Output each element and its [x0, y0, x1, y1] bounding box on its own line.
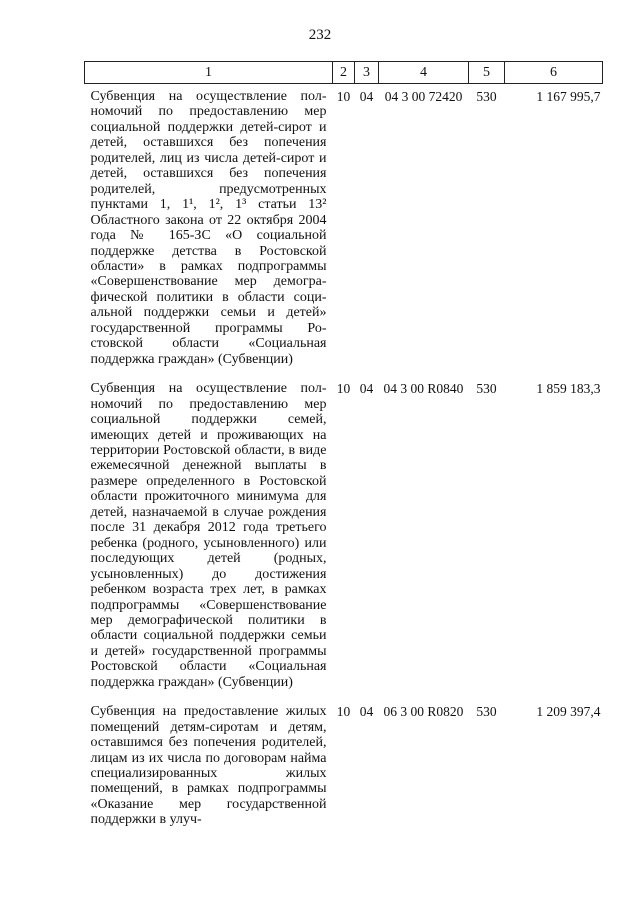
- row-amount: 1 209 397,4: [536, 704, 601, 720]
- column-header-5: 5: [469, 62, 505, 84]
- row-amount: 1 859 183,3: [536, 381, 601, 397]
- row-expense-type-code: 530: [476, 89, 497, 104]
- column-header-6: 6: [505, 62, 603, 84]
- row-section-code: 10: [336, 704, 351, 720]
- row-amount: 1 167 995,7: [536, 89, 601, 104]
- row-description: Субвенция на предоставление жилых помещений детям-сиротам и детям, оставшимся без попечения родителей, лицам из их числа по договорам найма специализированных жилых помещений, в рамках подпрограммы «Оказание мер государственной поддержки в улуч-: [90, 704, 327, 828]
- row-target-article-code: 06 3 00 R0820: [383, 704, 464, 720]
- row-subsection-code: 04: [359, 704, 374, 720]
- row-description: Субвенция на осуществление полномочий по предоставлению мер социальной поддержки детей-сирот и детей, оставшихся без попечения родителей, лиц из числа детей-сирот и детей, оставшихся без попечения родителей, предусмотренных пунктами 1, 1¹, 1², 1³ статьи 13² Областного закона от 22 октября 2004 года № 165-ЗС «О социальной поддержке детства в Ростовской области» в рамках подпрограммы «Совершенствование мер демографической политики в области социальной поддержки семьи и детей» государственной программы Ростовской области «Социальная поддержка граждан» (Субвенции): [90, 89, 327, 367]
- row-expense-type-code: 530: [476, 704, 497, 720]
- table-row: [85, 84, 603, 377]
- table-header-row: [85, 62, 603, 84]
- budget-table: [84, 61, 603, 837]
- table-row: [85, 699, 603, 837]
- column-header-3: 3: [355, 62, 379, 84]
- table-row: [85, 376, 603, 699]
- row-target-article-code: 04 3 00 R0840: [383, 381, 464, 397]
- row-section-code: 10: [336, 89, 351, 104]
- row-subsection-code: 04: [359, 89, 374, 104]
- row-subsection-code: 04: [359, 381, 374, 397]
- row-expense-type-code: 530: [476, 381, 497, 397]
- column-header-1: 1: [85, 62, 333, 84]
- row-description: Субвенция на осуществление полномочий по предоставлению мер социальной поддержки семей, имеющих детей и проживающих на территории Ростовской области, в виде ежемесячной денежной выплаты в размере определенного в Ростовской области прожиточного минимума для детей, назначаемой в случае рождения после 31 декабря 2012 года третьего ребенка (родного, усыновленного) или последующих детей (родных, усыновленных) до достижения ребенком возраста трех лет, в рамках подпрограммы «Совершенствование мер демографической политики в области социальной поддержки семьи и детей» государственной программы Ростовской области «Социальная поддержка граждан» (Субвенции): [90, 381, 327, 690]
- row-target-article-code: 04 3 00 72420: [384, 89, 463, 104]
- column-header-4: 4: [379, 62, 469, 84]
- row-section-code: 10: [336, 381, 351, 397]
- column-header-2: 2: [333, 62, 355, 84]
- page-number: 232: [308, 27, 332, 43]
